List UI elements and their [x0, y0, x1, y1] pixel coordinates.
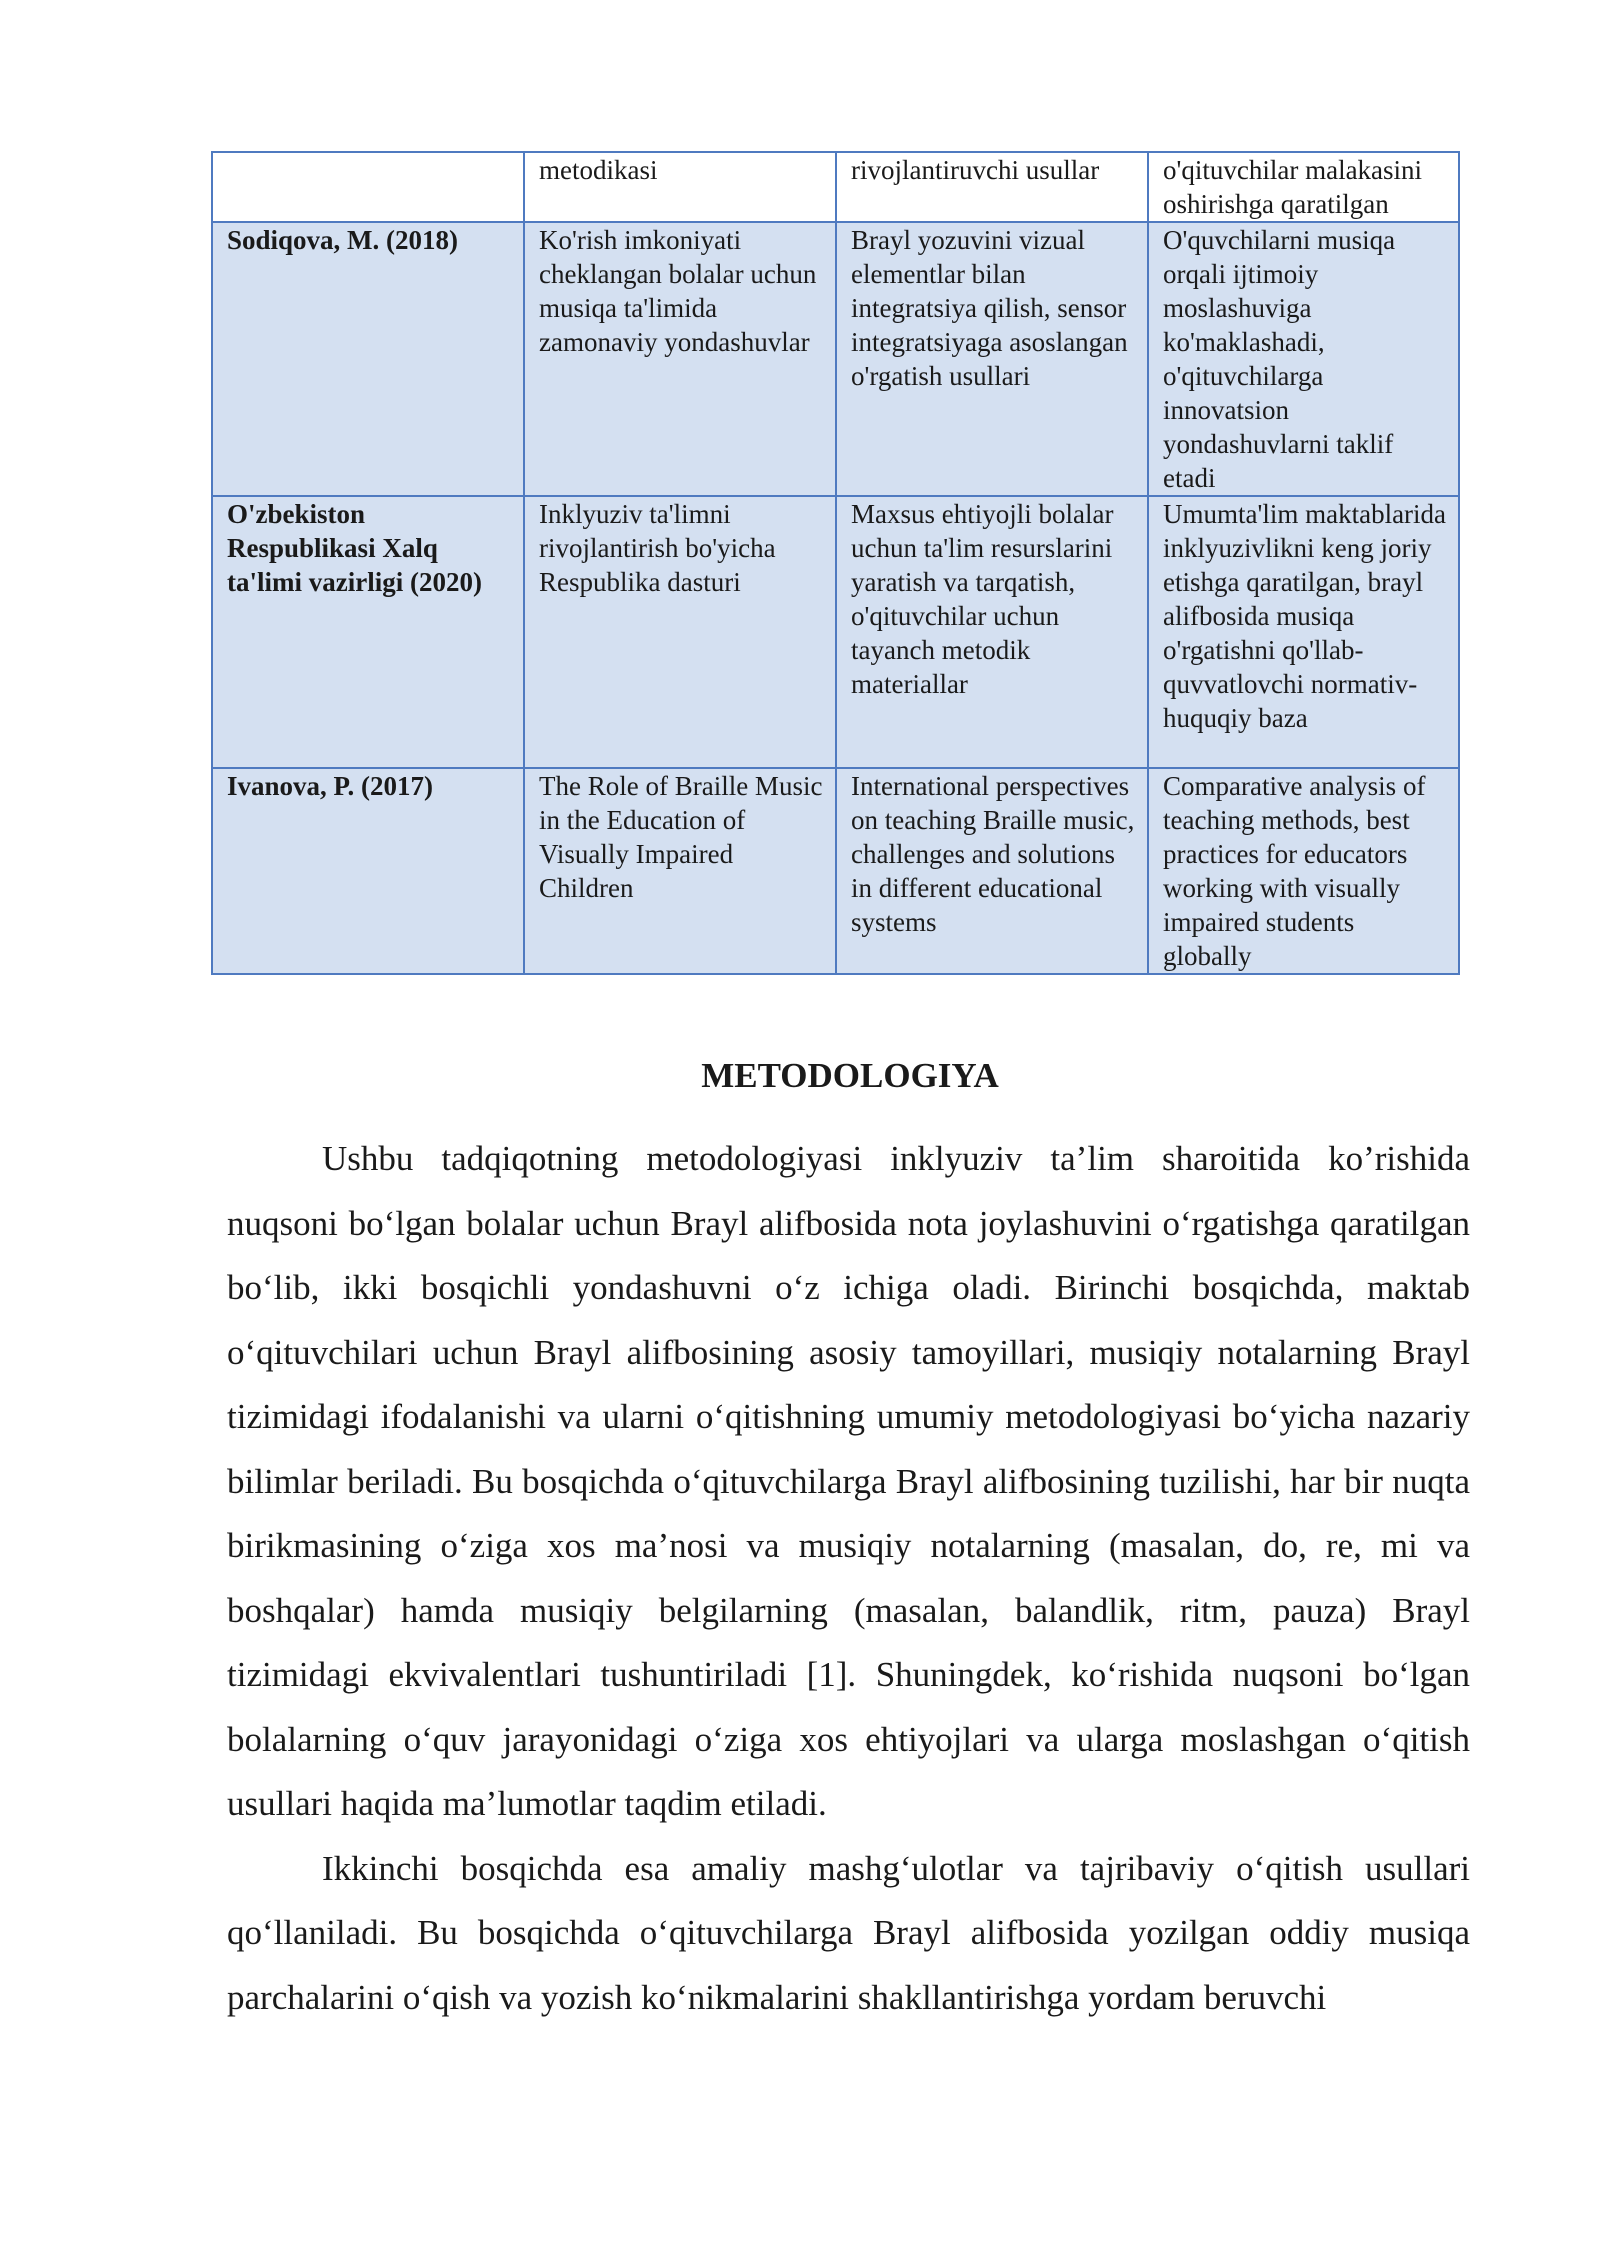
result-cell: o'qituvchilar malakasini oshirishga qaratilgan [1148, 152, 1459, 222]
author-cell: Ivanova, P. (2017) [212, 768, 524, 974]
table-row [212, 152, 1459, 222]
author-cell: O'zbekiston Respublikasi Xalq ta'limi vazirligi (2020) [212, 496, 524, 768]
result-cell: O'quvchilarni musiqa orqali ijtimoiy moslashuviga ko'maklashadi, o'qituvchilarga innovatsion yondashuvlarni taklif etadi [1148, 222, 1459, 496]
result-cell: Comparative analysis of teaching methods, best practices for educators working with visually impaired students globally [1148, 768, 1459, 974]
methods-cell: International perspectives on teaching Braille music, challenges and solutions in different educational systems [836, 768, 1148, 974]
result-cell: Umumta'lim maktablarida inklyuzivlikni keng joriy etishga qaratilgan, brayl alifbosida musiqa o'rgatishni qo'llab-quvvatlovchi normativ-huquqiy baza [1148, 496, 1459, 768]
table-row [212, 496, 1459, 768]
author-cell [212, 152, 524, 222]
methods-cell: Maxsus ehtiyojli bolalar uchun ta'lim resurslarini yaratish va tarqatish, o'qituvchilar uchun tayanch metodik materiallar [836, 496, 1148, 768]
literature-table [211, 151, 1460, 975]
title-cell: Inklyuziv ta'limni rivojlantirish bo'yicha Respublika dasturi [524, 496, 836, 768]
section-heading: METODOLOGIYA [701, 1056, 999, 1095]
methods-cell: Brayl yozuvini vizual elementlar bilan integratsiya qilish, sensor integratsiyaga asoslangan o'rgatish usullari [836, 222, 1148, 496]
table-row [212, 768, 1459, 974]
paragraph: Ushbu tadqiqotning metodologiyasi inklyuziv ta’lim sharoitida ko’rishida nuqsoni boʻlgan bolalar uchun Brayl alifbosida nota joylashuvini oʻrgatishga qaratilgan boʻlib, ikki bosqichli yondashuvni oʻz ichiga oladi. Birinchi bosqichda, maktab oʻqituvchilari uchun Brayl alifbosining asosiy tamoyillari, musiqiy notalarning Brayl tizimidagi ifodalanishi va ularni oʻqitishning umumiy metodologiyasi boʻyicha nazariy bilimlar beriladi. Bu bosqichda oʻqituvchilarga Brayl alifbosining tuzilishi, har bir nuqta birikmasining oʻziga xos ma’nosi va musiqiy notalarning (masalan, do, re, mi va boshqalar) hamda musiqiy belgilarning (masalan, balandlik, ritm, pauza) Brayl tizimidagi ekvivalentlari tushuntiriladi [1]. Shuningdek, koʻrishida nuqsoni boʻlgan bolalarning oʻquv jarayonidagi oʻziga xos ehtiyojlari va ularga moslashgan oʻqitish usullari haqida ma’lumotlar taqdim etiladi. [227, 1139, 1470, 1823]
title-cell: Ko'rish imkoniyati cheklangan bolalar uchun musiqa ta'limida zamonaviy yondashuvlar [524, 222, 836, 496]
methods-cell: rivojlantiruvchi usullar [836, 152, 1148, 222]
paragraph: Ikkinchi bosqichda esa amaliy mashgʻulotlar va tajribaviy oʻqitish usullari qoʻllaniladi. Bu bosqichda oʻqituvchilarga Brayl alifbosida yozilgan oddiy musiqa parchalarini oʻqish va yozish koʻnikmalarini shakllantirishga yordam beruvchi [227, 1848, 1470, 2017]
section-body [227, 1127, 1470, 2030]
table-row [212, 222, 1459, 496]
author-cell: Sodiqova, M. (2018) [212, 222, 524, 496]
title-cell: The Role of Braille Music in the Education of Visually Impaired Children [524, 768, 836, 974]
title-cell: metodikasi [524, 152, 836, 222]
